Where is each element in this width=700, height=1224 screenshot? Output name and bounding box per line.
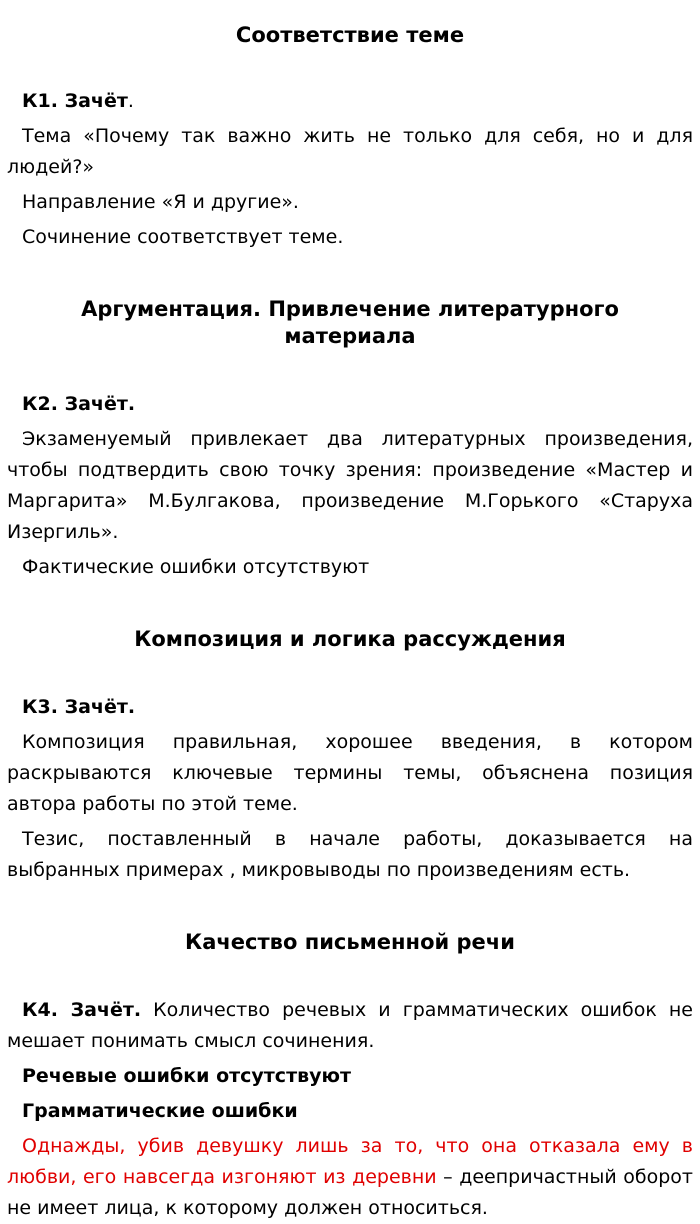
paragraph-composition: Композиция правильная, хорошее введения, в котором раскрываются ключевые термины темы, объяснена позиция автора работы по этой теме.: [7, 731, 693, 815]
paragraph-topic: Тема «Почему так важно жить не только для себя, но и для людей?»: [7, 125, 693, 178]
paragraph-thesis: Тезис, поставленный в начале работы, доказывается на выбранных примерах , микровыводы по произведениям есть.: [7, 828, 693, 881]
grammar-error-example: [7, 1131, 693, 1224]
error-quote: Однажды, убив девушку лишь за то, что она отказала ему в любви, его навсегда изгоняют из деревни: [7, 1135, 693, 1188]
section-heading-writing-quality: Качество письменной речи: [185, 930, 515, 954]
paragraph-topic-match: Сочинение соответствует теме.: [22, 226, 344, 248]
criterion-k4-label: К4. Зачёт.: [22, 999, 142, 1021]
grammar-errors-heading: Грамматические ошибки: [22, 1100, 298, 1122]
criterion-k4-text: Количество речевых и грамматических ошибок не мешает понимать смысл сочинения.: [7, 999, 693, 1052]
document-page: [7, 0, 693, 1224]
section-heading-argumentation: [7, 296, 693, 350]
heading-line-1: Аргументация. Привлечение литературного: [81, 297, 619, 321]
criterion-k1-label: К1. Зачёт: [22, 90, 128, 112]
paragraph-direction: Направление «Я и другие».: [22, 191, 299, 213]
heading-line-2: материала: [284, 324, 416, 348]
criterion-k1-dot: .: [127, 90, 134, 112]
section-heading-topic: Соответствие теме: [235, 23, 465, 47]
section-heading-composition: Композиция и логика рассуждения: [134, 627, 566, 651]
error-comment: – деепричастный оборот не имеет лица, к которому должен относиться.: [7, 1166, 693, 1219]
criterion-k2: К2. Зачёт.: [22, 393, 136, 415]
speech-errors-heading: Речевые ошибки отсутствуют: [22, 1065, 351, 1087]
criterion-k4: [7, 995, 693, 1057]
paragraph-works: Экзаменуемый привлекает два литературных произведения, чтобы подтвердить свою точку зрения: произведение «Мастер и Маргарита» М.Булгакова, произведение М.Горького «Старуха Изергиль».: [7, 428, 693, 543]
paragraph-factual-errors: Фактические ошибки отсутствуют: [22, 556, 370, 578]
criterion-k1: [7, 86, 693, 117]
criterion-k3: К3. Зачёт.: [22, 696, 136, 718]
